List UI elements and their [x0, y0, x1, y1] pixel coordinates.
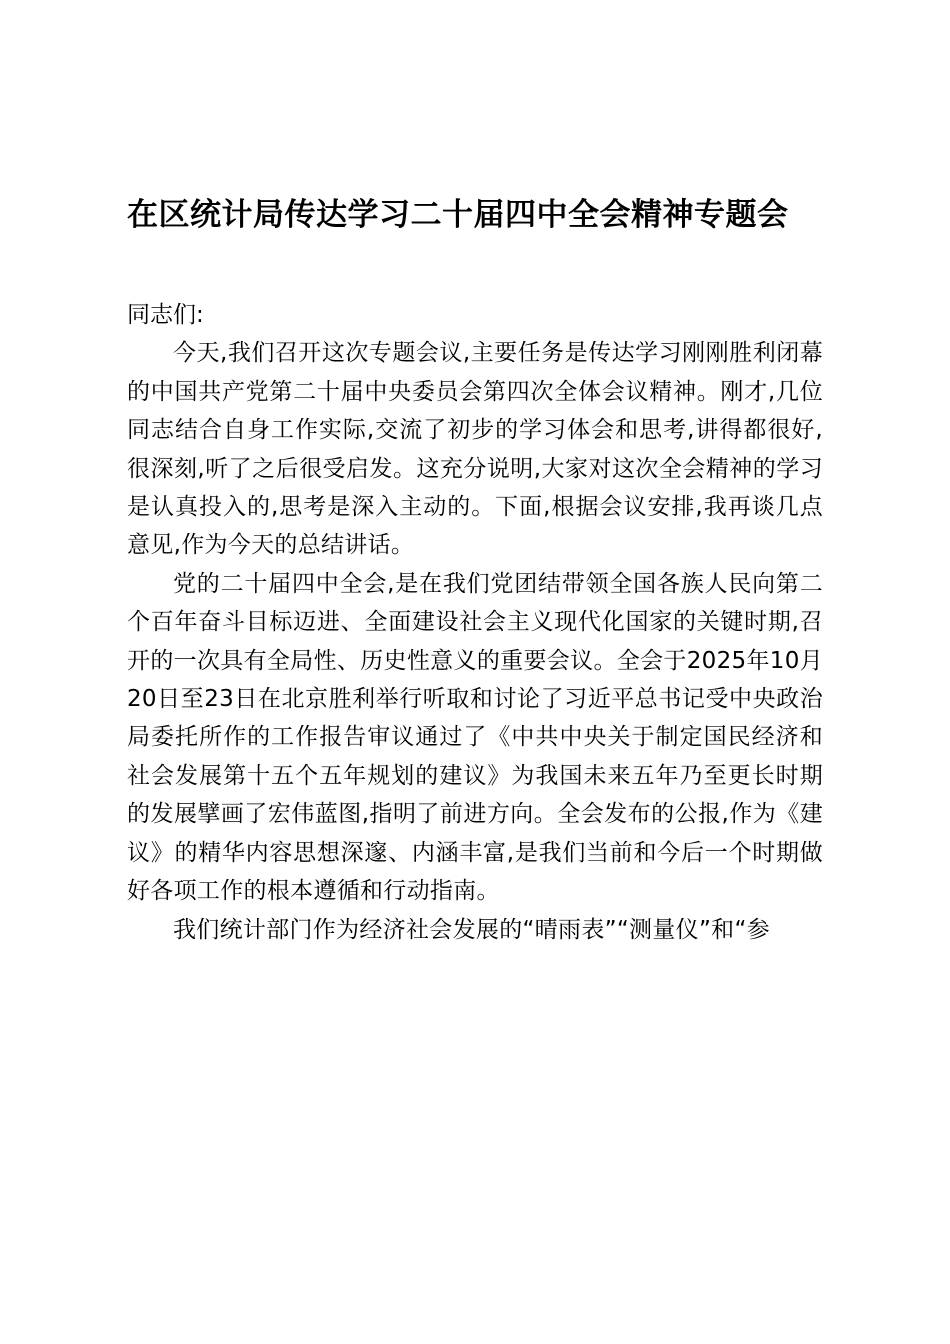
document-title: 在区统计局传达学习二十届四中全会精神专题会 [127, 197, 789, 233]
paragraph-opening: 今天,我们召开这次专题会议,主要任务是传达学习刚刚胜利闭幕的中国共产党第二十届中央委员会第四次全体会议精神。刚才,几位同志结合自身工作实际,交流了初步的学习体会和思考,讲得都很好,很深刻,听了之后很受启发。这充分说明,大家对这次全会精神的学习是认真投入的,思考是深入主动的。下面,根据会议安排,我再谈几点意见,作为今天的总结讲话。 [127, 340, 823, 559]
paragraph-plenum-background: 党的二十届四中全会,是在我们党团结带领全国各族人民向第二个百年奋斗目标迈进、全面建设社会主义现代化国家的关键时期,召开的一次具有全局性、历史性意义的重要会议。全会于2025年10月20日至23日在北京胜利举行听取和讨论了习近平总书记受中央政治局委托所作的工作报告审议通过了《中共中央关于制定国民经济和社会发展第十五个五年规划的建议》为我国未来五年乃至更长时期的发展擘画了宏伟蓝图,指明了前进方向。全会发布的公报,作为《建议》的精华内容思想深邃、内涵丰富,是我们当前和今后一个时期做好各项工作的根本遵循和行动指南。 [127, 570, 823, 905]
salutation: 同志们: [127, 302, 204, 328]
document-body [127, 296, 823, 949]
paragraph-statistics-department: 我们统计部门作为经济社会发展的“晴雨表”“测量仪”和“参 [173, 916, 770, 943]
